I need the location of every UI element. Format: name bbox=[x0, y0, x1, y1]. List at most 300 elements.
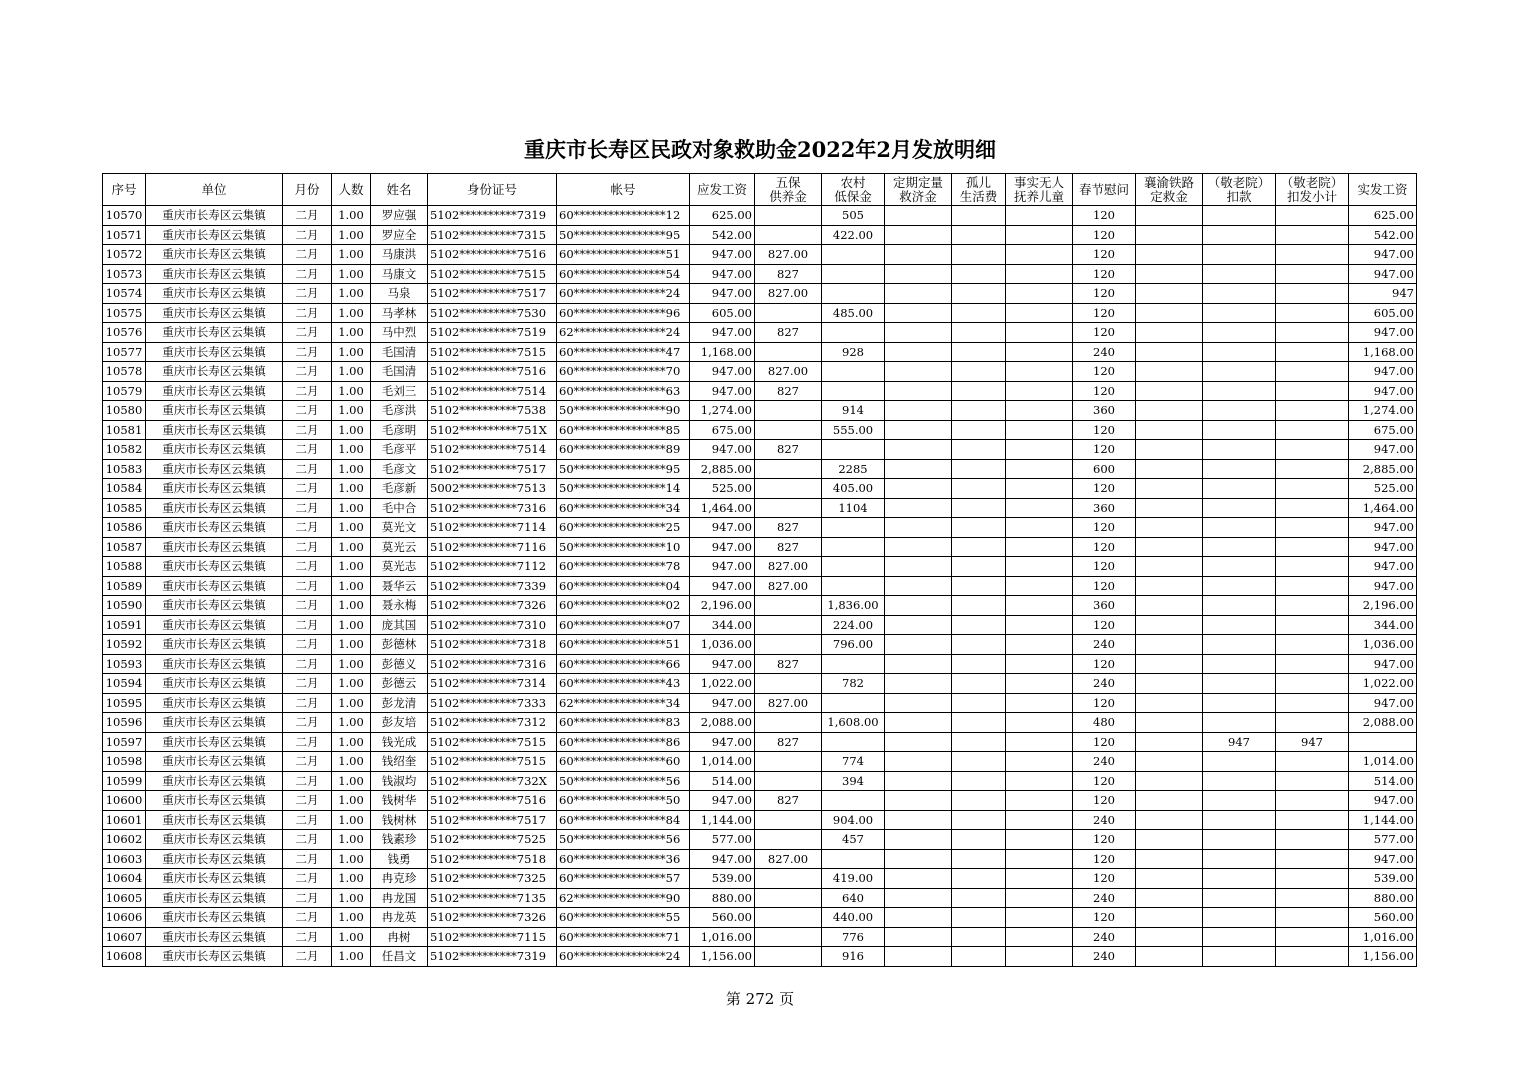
table-cell bbox=[952, 927, 1006, 947]
table-cell bbox=[1136, 830, 1203, 850]
column-header: 实发工资 bbox=[1349, 174, 1417, 206]
table-cell: 1,036.00 bbox=[690, 635, 755, 655]
table-cell: 577.00 bbox=[690, 830, 755, 850]
table-cell: 1,836.00 bbox=[822, 596, 885, 616]
table-cell bbox=[1136, 264, 1203, 284]
table-cell bbox=[952, 537, 1006, 557]
table-cell bbox=[885, 615, 952, 635]
table-cell bbox=[1203, 459, 1276, 479]
table-cell: 重庆市长寿区云集镇 bbox=[146, 264, 283, 284]
table-row bbox=[103, 615, 1417, 635]
table-cell: 1,022.00 bbox=[690, 674, 755, 694]
table-cell: 10580 bbox=[103, 401, 146, 421]
table-cell: 555.00 bbox=[822, 420, 885, 440]
table-cell: 1,022.00 bbox=[1349, 674, 1417, 694]
table-cell bbox=[952, 381, 1006, 401]
table-cell: 60****************24 bbox=[557, 284, 690, 304]
table-cell bbox=[1006, 830, 1073, 850]
table-cell: 10593 bbox=[103, 654, 146, 674]
table-cell: 1.00 bbox=[332, 927, 371, 947]
table-cell: 二月 bbox=[283, 771, 332, 791]
table-cell: 947.00 bbox=[690, 362, 755, 382]
table-cell: 947.00 bbox=[1349, 264, 1417, 284]
table-cell bbox=[755, 225, 822, 245]
table-cell: 605.00 bbox=[690, 303, 755, 323]
column-header: （敬老院） 扣款 bbox=[1203, 174, 1276, 206]
table-cell bbox=[1006, 420, 1073, 440]
table-cell bbox=[822, 518, 885, 538]
table-cell: 二月 bbox=[283, 206, 332, 226]
table-cell: 505 bbox=[822, 206, 885, 226]
table-cell: 冉树 bbox=[371, 927, 428, 947]
table-cell bbox=[952, 323, 1006, 343]
table-cell: 5102**********7517 bbox=[428, 810, 557, 830]
table-cell bbox=[885, 869, 952, 889]
table-cell: 1,144.00 bbox=[1349, 810, 1417, 830]
table-cell: 560.00 bbox=[1349, 908, 1417, 928]
table-cell: 1,036.00 bbox=[1349, 635, 1417, 655]
table-cell: 120 bbox=[1073, 479, 1136, 499]
table-cell: 60****************04 bbox=[557, 576, 690, 596]
table-cell: 120 bbox=[1073, 323, 1136, 343]
table-cell bbox=[1203, 440, 1276, 460]
table-cell bbox=[1136, 537, 1203, 557]
table-cell bbox=[1203, 323, 1276, 343]
table-row bbox=[103, 635, 1417, 655]
table-cell bbox=[755, 596, 822, 616]
table-cell bbox=[885, 537, 952, 557]
table-body bbox=[103, 206, 1417, 967]
table-cell bbox=[1276, 459, 1349, 479]
table-cell bbox=[1006, 323, 1073, 343]
table-cell: 重庆市长寿区云集镇 bbox=[146, 420, 283, 440]
table-cell: 1.00 bbox=[332, 693, 371, 713]
table-cell: 5102**********7514 bbox=[428, 440, 557, 460]
table-row bbox=[103, 303, 1417, 323]
table-cell bbox=[1136, 323, 1203, 343]
table-cell: 10598 bbox=[103, 752, 146, 772]
table-cell: 947.00 bbox=[690, 440, 755, 460]
table-cell bbox=[755, 615, 822, 635]
table-cell bbox=[755, 674, 822, 694]
table-cell: 240 bbox=[1073, 752, 1136, 772]
table-cell bbox=[1006, 615, 1073, 635]
table-cell bbox=[1203, 342, 1276, 362]
table-cell: 二月 bbox=[283, 869, 332, 889]
table-cell: 二月 bbox=[283, 947, 332, 967]
table-cell: 二月 bbox=[283, 264, 332, 284]
table-cell: 62****************24 bbox=[557, 323, 690, 343]
table-cell bbox=[952, 908, 1006, 928]
table-cell: 重庆市长寿区云集镇 bbox=[146, 284, 283, 304]
table-cell bbox=[885, 888, 952, 908]
table-cell bbox=[885, 908, 952, 928]
table-cell: 422.00 bbox=[822, 225, 885, 245]
table-cell: 60****************84 bbox=[557, 810, 690, 830]
table-cell bbox=[1276, 693, 1349, 713]
table-cell: 重庆市长寿区云集镇 bbox=[146, 713, 283, 733]
table-cell: 5102**********7525 bbox=[428, 830, 557, 850]
table-cell bbox=[1203, 869, 1276, 889]
table-cell bbox=[952, 752, 1006, 772]
table-cell bbox=[1136, 381, 1203, 401]
table-cell: 947.00 bbox=[1349, 654, 1417, 674]
table-cell bbox=[952, 479, 1006, 499]
table-cell bbox=[1203, 557, 1276, 577]
table-cell bbox=[1349, 732, 1417, 752]
table-cell bbox=[885, 752, 952, 772]
table-cell: 120 bbox=[1073, 303, 1136, 323]
table-cell bbox=[1006, 557, 1073, 577]
table-row bbox=[103, 518, 1417, 538]
table-cell bbox=[1203, 654, 1276, 674]
table-cell: 重庆市长寿区云集镇 bbox=[146, 459, 283, 479]
table-cell bbox=[885, 654, 952, 674]
table-cell: 60****************57 bbox=[557, 869, 690, 889]
table-row bbox=[103, 947, 1417, 967]
table-cell: 重庆市长寿区云集镇 bbox=[146, 342, 283, 362]
table-cell bbox=[885, 401, 952, 421]
table-cell: 120 bbox=[1073, 537, 1136, 557]
table-cell: 240 bbox=[1073, 927, 1136, 947]
table-cell: 罗应强 bbox=[371, 206, 428, 226]
table-cell: 5102**********7316 bbox=[428, 654, 557, 674]
table-row bbox=[103, 245, 1417, 265]
table-header-row bbox=[103, 174, 1417, 206]
table-cell bbox=[1203, 596, 1276, 616]
table-cell bbox=[885, 713, 952, 733]
table-cell: 聂华云 bbox=[371, 576, 428, 596]
table-cell bbox=[1136, 752, 1203, 772]
table-cell: 二月 bbox=[283, 459, 332, 479]
table-cell bbox=[755, 888, 822, 908]
table-cell: 577.00 bbox=[1349, 830, 1417, 850]
table-cell bbox=[1276, 576, 1349, 596]
table-cell: 二月 bbox=[283, 342, 332, 362]
table-cell: 50****************10 bbox=[557, 537, 690, 557]
table-row bbox=[103, 674, 1417, 694]
table-cell bbox=[952, 459, 1006, 479]
table-cell: 5102**********7114 bbox=[428, 518, 557, 538]
table-cell: 二月 bbox=[283, 791, 332, 811]
table-cell: 庞其国 bbox=[371, 615, 428, 635]
table-cell: 827.00 bbox=[755, 245, 822, 265]
table-cell: 60****************12 bbox=[557, 206, 690, 226]
table-cell: 60****************55 bbox=[557, 908, 690, 928]
table-cell: 二月 bbox=[283, 245, 332, 265]
table-cell: 5102**********7319 bbox=[428, 206, 557, 226]
table-cell: 827 bbox=[755, 537, 822, 557]
table-cell: 1.00 bbox=[332, 849, 371, 869]
table-cell: 二月 bbox=[283, 576, 332, 596]
table-cell: 毛刘三 bbox=[371, 381, 428, 401]
table-row bbox=[103, 264, 1417, 284]
table-cell bbox=[952, 830, 1006, 850]
table-cell bbox=[1276, 888, 1349, 908]
table-cell: 120 bbox=[1073, 440, 1136, 460]
table-cell: 5102**********7515 bbox=[428, 342, 557, 362]
table-cell: 827 bbox=[755, 264, 822, 284]
table-cell bbox=[1276, 420, 1349, 440]
table-cell: 彭德林 bbox=[371, 635, 428, 655]
table-cell: 60****************34 bbox=[557, 498, 690, 518]
table-cell: 120 bbox=[1073, 420, 1136, 440]
table-cell bbox=[1203, 713, 1276, 733]
column-header: 序号 bbox=[103, 174, 146, 206]
table-cell bbox=[1276, 498, 1349, 518]
table-cell: 1.00 bbox=[332, 888, 371, 908]
table-cell bbox=[822, 245, 885, 265]
table-cell: 539.00 bbox=[690, 869, 755, 889]
table-cell bbox=[1136, 225, 1203, 245]
table-cell bbox=[755, 342, 822, 362]
table-cell bbox=[885, 323, 952, 343]
table-cell bbox=[1136, 947, 1203, 967]
table-cell: 120 bbox=[1073, 771, 1136, 791]
table-cell: 冉龙国 bbox=[371, 888, 428, 908]
table-row bbox=[103, 576, 1417, 596]
table-cell: 重庆市长寿区云集镇 bbox=[146, 323, 283, 343]
table-cell: 5102**********7315 bbox=[428, 225, 557, 245]
table-cell: 重庆市长寿区云集镇 bbox=[146, 947, 283, 967]
table-cell: 10576 bbox=[103, 323, 146, 343]
table-cell bbox=[1276, 713, 1349, 733]
table-cell: 1.00 bbox=[332, 791, 371, 811]
table-cell: 60****************50 bbox=[557, 791, 690, 811]
table-cell: 5102**********7316 bbox=[428, 498, 557, 518]
table-cell bbox=[822, 362, 885, 382]
table-cell bbox=[952, 440, 1006, 460]
table-cell bbox=[755, 947, 822, 967]
table-cell: 1.00 bbox=[332, 420, 371, 440]
table-cell bbox=[1203, 791, 1276, 811]
table-cell: 1.00 bbox=[332, 908, 371, 928]
table-cell: 二月 bbox=[283, 908, 332, 928]
table-cell: 60****************25 bbox=[557, 518, 690, 538]
table-cell: 重庆市长寿区云集镇 bbox=[146, 498, 283, 518]
table-cell bbox=[885, 225, 952, 245]
table-cell bbox=[1203, 674, 1276, 694]
table-cell: 10604 bbox=[103, 869, 146, 889]
table-cell: 827.00 bbox=[755, 284, 822, 304]
table-cell: 5102**********7538 bbox=[428, 401, 557, 421]
table-cell bbox=[755, 908, 822, 928]
table-cell: 480 bbox=[1073, 713, 1136, 733]
table-cell bbox=[1276, 518, 1349, 538]
table-cell: 2,088.00 bbox=[1349, 713, 1417, 733]
table-cell: 947.00 bbox=[690, 537, 755, 557]
table-cell: 827 bbox=[755, 654, 822, 674]
table-cell: 947.00 bbox=[690, 557, 755, 577]
table-cell: 827 bbox=[755, 323, 822, 343]
table-cell: 947.00 bbox=[1349, 537, 1417, 557]
table-cell: 120 bbox=[1073, 264, 1136, 284]
column-header: 月份 bbox=[283, 174, 332, 206]
table-cell: 5002**********7513 bbox=[428, 479, 557, 499]
table-cell: 514.00 bbox=[690, 771, 755, 791]
table-cell: 重庆市长寿区云集镇 bbox=[146, 908, 283, 928]
table-cell bbox=[822, 381, 885, 401]
table-cell: 344.00 bbox=[690, 615, 755, 635]
table-cell: 1,156.00 bbox=[690, 947, 755, 967]
table-cell: 马孝林 bbox=[371, 303, 428, 323]
table-cell: 重庆市长寿区云集镇 bbox=[146, 401, 283, 421]
table-cell bbox=[885, 264, 952, 284]
table-cell bbox=[755, 635, 822, 655]
table-cell: 1.00 bbox=[332, 362, 371, 382]
table-cell bbox=[885, 557, 952, 577]
table-cell: 10592 bbox=[103, 635, 146, 655]
table-cell: 344.00 bbox=[1349, 615, 1417, 635]
table-cell bbox=[952, 596, 1006, 616]
table-cell: 60****************47 bbox=[557, 342, 690, 362]
table-cell bbox=[1276, 401, 1349, 421]
table-cell: 947.00 bbox=[1349, 791, 1417, 811]
table-cell: 60****************85 bbox=[557, 420, 690, 440]
table-cell: 1.00 bbox=[332, 732, 371, 752]
table-cell: 10571 bbox=[103, 225, 146, 245]
table-cell: 10599 bbox=[103, 771, 146, 791]
table-cell: 774 bbox=[822, 752, 885, 772]
table-cell: 二月 bbox=[283, 713, 332, 733]
table-cell: 10591 bbox=[103, 615, 146, 635]
table-cell: 重庆市长寿区云集镇 bbox=[146, 440, 283, 460]
table-cell: 毛彦洪 bbox=[371, 401, 428, 421]
table-row bbox=[103, 830, 1417, 850]
table-cell: 钱绍奎 bbox=[371, 752, 428, 772]
column-header: （敬老院） 扣发小计 bbox=[1276, 174, 1349, 206]
table-cell bbox=[1203, 576, 1276, 596]
table-cell: 5102**********7517 bbox=[428, 284, 557, 304]
table-cell: 1,168.00 bbox=[690, 342, 755, 362]
table-cell bbox=[1006, 381, 1073, 401]
table-cell: 10584 bbox=[103, 479, 146, 499]
table-cell: 彭德义 bbox=[371, 654, 428, 674]
table-cell: 542.00 bbox=[1349, 225, 1417, 245]
table-cell: 彭龙清 bbox=[371, 693, 428, 713]
table-cell: 重庆市长寿区云集镇 bbox=[146, 479, 283, 499]
table-cell: 二月 bbox=[283, 849, 332, 869]
table-cell: 重庆市长寿区云集镇 bbox=[146, 557, 283, 577]
table-cell: 50****************56 bbox=[557, 771, 690, 791]
table-cell: 120 bbox=[1073, 908, 1136, 928]
table-cell bbox=[1006, 342, 1073, 362]
table-cell: 5102**********732X bbox=[428, 771, 557, 791]
table-cell: 2,885.00 bbox=[690, 459, 755, 479]
table-cell bbox=[1136, 557, 1203, 577]
table-cell bbox=[755, 498, 822, 518]
table-cell: 60****************70 bbox=[557, 362, 690, 382]
table-cell bbox=[1136, 596, 1203, 616]
table-cell: 5102**********7326 bbox=[428, 908, 557, 928]
table-cell: 马康洪 bbox=[371, 245, 428, 265]
table-cell bbox=[1006, 713, 1073, 733]
table-cell: 1.00 bbox=[332, 713, 371, 733]
table-cell: 5102**********7516 bbox=[428, 362, 557, 382]
table-cell: 二月 bbox=[283, 362, 332, 382]
table-cell: 5102**********7518 bbox=[428, 849, 557, 869]
table-cell: 马康文 bbox=[371, 264, 428, 284]
table-cell: 240 bbox=[1073, 888, 1136, 908]
table-cell: 947.00 bbox=[690, 264, 755, 284]
table-cell bbox=[1203, 752, 1276, 772]
table-cell bbox=[1203, 206, 1276, 226]
table-cell: 1104 bbox=[822, 498, 885, 518]
table-cell: 50****************95 bbox=[557, 459, 690, 479]
column-header: 帐号 bbox=[557, 174, 690, 206]
table-cell bbox=[952, 693, 1006, 713]
table-cell: 重庆市长寿区云集镇 bbox=[146, 810, 283, 830]
table-cell: 120 bbox=[1073, 225, 1136, 245]
table-cell: 重庆市长寿区云集镇 bbox=[146, 791, 283, 811]
table-cell bbox=[1006, 752, 1073, 772]
table-cell bbox=[755, 479, 822, 499]
table-cell: 1,608.00 bbox=[822, 713, 885, 733]
table-cell: 120 bbox=[1073, 284, 1136, 304]
column-header: 姓名 bbox=[371, 174, 428, 206]
table-cell: 457 bbox=[822, 830, 885, 850]
table-cell: 625.00 bbox=[1349, 206, 1417, 226]
column-header: 身份证号 bbox=[428, 174, 557, 206]
table-cell: 1.00 bbox=[332, 752, 371, 772]
table-cell: 10601 bbox=[103, 810, 146, 830]
table-cell: 二月 bbox=[283, 615, 332, 635]
table-cell bbox=[1136, 401, 1203, 421]
table-cell: 50****************90 bbox=[557, 401, 690, 421]
table-cell bbox=[1203, 284, 1276, 304]
table-cell: 120 bbox=[1073, 381, 1136, 401]
table-cell: 1,156.00 bbox=[1349, 947, 1417, 967]
table-cell: 5102**********7312 bbox=[428, 713, 557, 733]
table-cell: 827 bbox=[755, 732, 822, 752]
table-cell bbox=[1136, 693, 1203, 713]
table-cell: 1,464.00 bbox=[690, 498, 755, 518]
table-cell: 50****************95 bbox=[557, 225, 690, 245]
table-cell bbox=[1203, 830, 1276, 850]
table-cell: 重庆市长寿区云集镇 bbox=[146, 830, 283, 850]
table-cell: 560.00 bbox=[690, 908, 755, 928]
table-row bbox=[103, 440, 1417, 460]
table-cell bbox=[1276, 869, 1349, 889]
table-cell: 947 bbox=[1349, 284, 1417, 304]
table-cell: 10608 bbox=[103, 947, 146, 967]
table-cell: 1.00 bbox=[332, 498, 371, 518]
table-cell bbox=[952, 791, 1006, 811]
table-cell bbox=[1006, 284, 1073, 304]
table-cell bbox=[1136, 245, 1203, 265]
table-row bbox=[103, 888, 1417, 908]
table-cell: 60****************43 bbox=[557, 674, 690, 694]
table-cell: 重庆市长寿区云集镇 bbox=[146, 615, 283, 635]
table-cell bbox=[885, 596, 952, 616]
table-cell: 360 bbox=[1073, 401, 1136, 421]
table-cell: 60****************51 bbox=[557, 245, 690, 265]
table-cell: 毛彦明 bbox=[371, 420, 428, 440]
table-cell bbox=[1276, 479, 1349, 499]
table-cell: 重庆市长寿区云集镇 bbox=[146, 225, 283, 245]
table-cell bbox=[1136, 732, 1203, 752]
table-cell bbox=[1276, 752, 1349, 772]
table-cell: 5102**********7515 bbox=[428, 732, 557, 752]
table-cell bbox=[885, 303, 952, 323]
table-cell bbox=[1006, 576, 1073, 596]
table-cell: 1.00 bbox=[332, 947, 371, 967]
table-cell: 947.00 bbox=[1349, 323, 1417, 343]
table-cell bbox=[885, 284, 952, 304]
table-cell: 947.00 bbox=[1349, 362, 1417, 382]
table-cell: 1.00 bbox=[332, 810, 371, 830]
table-cell bbox=[952, 869, 1006, 889]
